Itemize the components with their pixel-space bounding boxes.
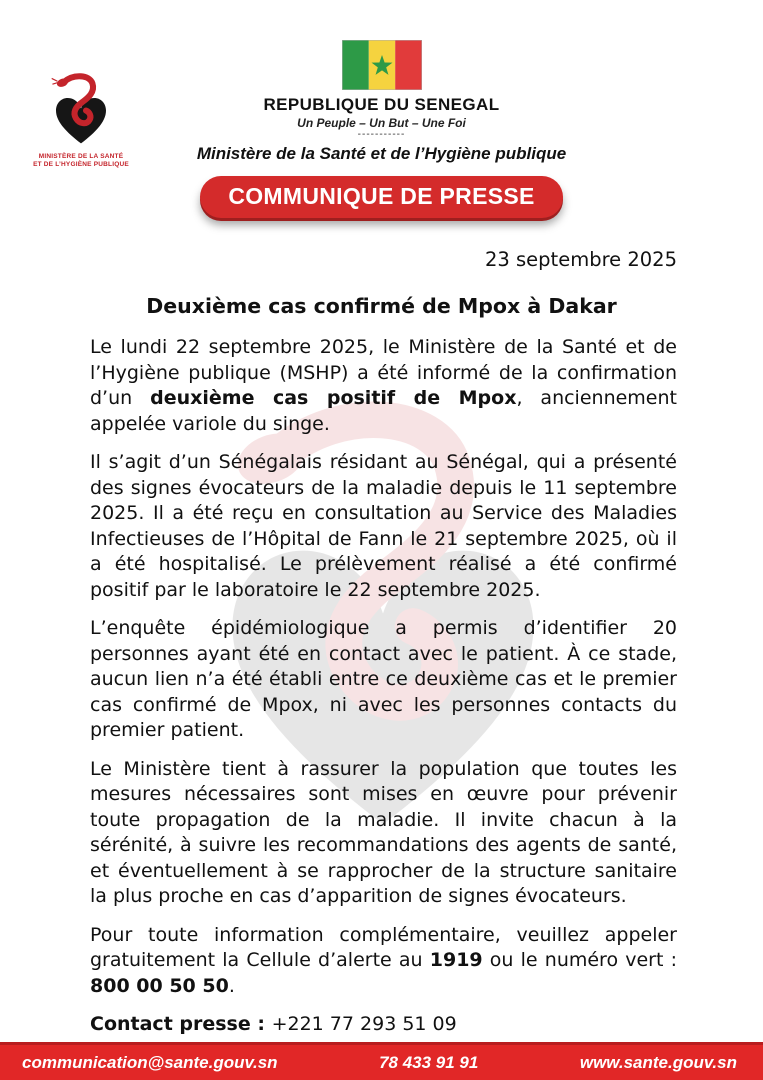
press-release-banner: COMMUNIQUE DE PRESSE <box>200 176 562 218</box>
ministry-logo-icon <box>35 72 127 152</box>
paragraphs-container <box>0 335 763 1038</box>
footer-phone: 78 433 91 91 <box>379 1052 479 1072</box>
ministry-logo-caption-line2: ET DE L’HYGIÈNE PUBLIQUE <box>33 161 129 168</box>
document-date: 23 septembre 2025 <box>485 248 677 271</box>
separator-dashes: ----------- <box>357 129 406 140</box>
republic-title: REPUBLIQUE DU SENEGAL <box>263 95 500 114</box>
paragraph: Il s’agit d’un Sénégalais résidant au Sénégal, qui a présenté des signes évocateurs de la maladie depuis le 11 septembre 2025. Il a été reçu en consultation au Service des Maladies Infectieuses de l’Hôpital de Fann le 21 septembre 2025, où il a été hospitalisé. Le prélèvement réalisé a été confirmé positif par le laboratoire le 22 septembre 2025. <box>90 451 677 601</box>
document-body <box>0 248 763 1038</box>
paragraph: Pour toute information complémentaire, veuillez appeler gratuitement la Cellule d’alerte au 1919 ou le numéro vert : 800 00 50 50. <box>90 923 678 997</box>
footer-website: www.sante.gouv.sn <box>579 1052 737 1072</box>
paragraph: Contact presse : +221 77 293 51 09 <box>90 1013 457 1035</box>
footer-bar <box>0 1042 763 1080</box>
paragraph: Le Ministère tient à rassurer la population que toutes les mesures nécessaires sont mises en œuvre pour prévenir toute propagation de la maladie. Il invite chacun à la sérénité, à suivre les recommandations des agents de santé, et éventuellement à se rapprocher de la structure sanitaire la plus proche en cas d’apparition de signes évocateurs. <box>90 757 677 907</box>
document-title: Deuxième cas confirmé de Mpox à Dakar <box>146 294 617 318</box>
ministry-logo-caption-line1: MINISTÈRE DE LA SANTÉ <box>38 153 124 160</box>
national-motto: Un Peuple – Un But – Une Foi <box>297 116 466 130</box>
ministry-logo-caption <box>28 153 134 169</box>
banner-wrap <box>0 176 763 218</box>
footer-email: communication@sante.gouv.sn <box>22 1052 278 1072</box>
senegal-flag-icon <box>342 40 422 90</box>
ministry-name: Ministère de la Santé et de l’Hygiène publique <box>196 144 567 163</box>
paragraph: L’enquête épidémiologique a permis d’identifier 20 personnes ayant été en contact avec le patient. À ce stade, aucun lien n’a été établi entre ce deuxième cas et le premier cas confirmé de Mpox, ni avec les personnes contacts du premier patient. <box>90 617 677 741</box>
ministry-logo <box>28 72 134 169</box>
paragraph: Le lundi 22 septembre 2025, le Ministère de la Santé et de l’Hygiène publique (MSHP) a été informé de la confirmation d’un deuxième cas positif de Mpox, anciennement appelée variole du singe. <box>90 336 677 435</box>
